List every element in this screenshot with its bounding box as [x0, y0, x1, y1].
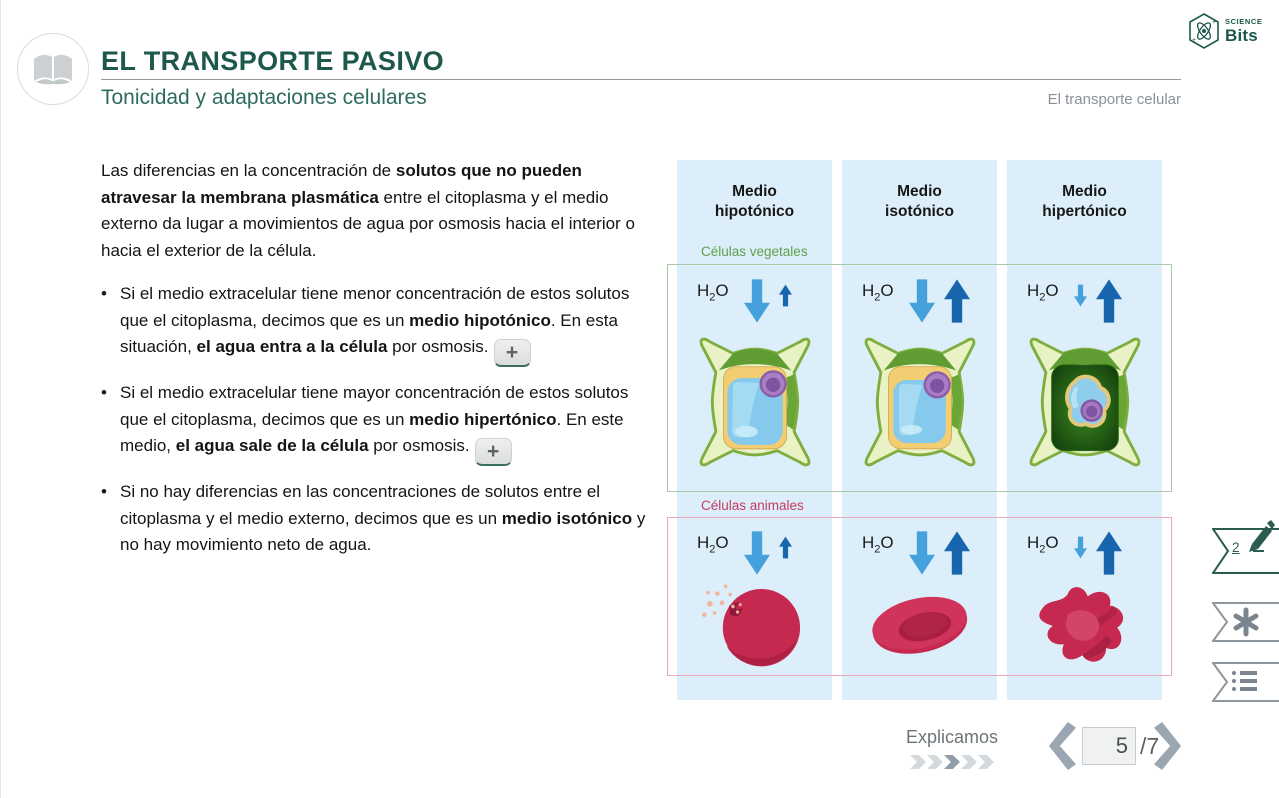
- title-divider: [101, 79, 1181, 80]
- h2o-label: $H_2O$: [697, 533, 729, 556]
- logo-text-bits: Bits: [1225, 25, 1258, 45]
- h2o-label: $H_2O$: [862, 533, 894, 556]
- intro-text-2: entre el citoplasma y el medio externo da lugar a movimientos de agua por osmosis hacia el interior o hacia el exterior de la célula.: [101, 187, 635, 260]
- svg-text:+: +: [1192, 37, 1197, 44]
- page-title: EL TRANSPORTE PASIVO: [101, 46, 445, 76]
- h2o-label: $H_2O$: [697, 281, 729, 304]
- bullet-hypertonic: • Si el medio extracelular tiene mayor concentración de estos solutos que el citoplasma, decimos que es un medio hipertónico. En este medio, el agua sale de la célula por osmosis. +: [101, 380, 649, 466]
- science-bits-logo: [1187, 12, 1263, 50]
- atom-hexagon-icon: [1187, 12, 1221, 50]
- expand-hypotonic-button[interactable]: +: [494, 339, 531, 367]
- animal-cells-label: Células animales: [701, 498, 804, 513]
- glossary-tool-button[interactable]: [1212, 602, 1279, 642]
- index-tool-button[interactable]: [1212, 662, 1279, 702]
- column-header: Medio isotónico: [885, 183, 954, 221]
- pencil-icon: [1242, 518, 1276, 554]
- h2o-label: $H_2O$: [1027, 533, 1059, 556]
- open-book-icon: [30, 49, 76, 89]
- progress-chevron[interactable]: [944, 755, 960, 769]
- intro-bold: solutos que no pueden atravesar la membrana plasmática: [101, 161, 582, 207]
- progress-chevron[interactable]: [961, 755, 977, 769]
- bullet-hypotonic: • Si el medio extracelular tiene menor concentración de estos solutos que el citoplasma, decimos que es un medio hipotónico. En esta situación, el agua entra a la célula por osmosis. +: [101, 281, 649, 367]
- progress-chevron[interactable]: [927, 755, 943, 769]
- lesson-text: [101, 158, 649, 572]
- svg-text:+: +: [1212, 19, 1217, 26]
- asterisk-icon: [1230, 605, 1262, 639]
- page-total-label: /7: [1140, 733, 1160, 759]
- section-label: Explicamos: [905, 727, 999, 747]
- section-indicator: [879, 727, 1025, 769]
- notes-count-badge: 2: [1232, 540, 1240, 555]
- list-icon: [1232, 671, 1257, 691]
- column-header: Medio hipotónico: [714, 183, 795, 221]
- page-subtitle: Tonicidad y adaptaciones celulares: [101, 86, 427, 109]
- tonicity-diagram: [667, 160, 1182, 700]
- book-badge: [17, 33, 89, 105]
- course-label: El transporte celular: [1047, 91, 1181, 108]
- section-progress-chevrons[interactable]: [879, 755, 1025, 769]
- bullet-list: [101, 281, 649, 559]
- plant-cells-label: Células vegetales: [701, 244, 808, 259]
- previous-page-button[interactable]: [1049, 722, 1076, 770]
- logo-text-science: SCIENCE: [1225, 17, 1263, 27]
- page-number-input[interactable]: [1082, 727, 1136, 765]
- intro-text: Las diferencias en la concentración de: [101, 161, 396, 180]
- bullet-isotonic: • Si no hay diferencias en las concentraciones de solutos entre el citoplasma y el medio externo, decimos que es un medio isotónico y no hay movimiento neto de agua.: [101, 479, 649, 559]
- animal-cells-frame: [667, 517, 1172, 676]
- plant-cells-frame: [667, 264, 1172, 492]
- column-header: Medio hipertónico: [1042, 183, 1127, 221]
- intro-paragraph: [101, 158, 649, 264]
- expand-hypertonic-button[interactable]: +: [475, 438, 512, 466]
- notes-tool-button[interactable]: [1212, 528, 1279, 574]
- h2o-label: $H_2O$: [1027, 281, 1059, 304]
- progress-chevron[interactable]: [910, 755, 926, 769]
- progress-chevron[interactable]: [978, 755, 994, 769]
- h2o-label: $H_2O$: [862, 281, 894, 304]
